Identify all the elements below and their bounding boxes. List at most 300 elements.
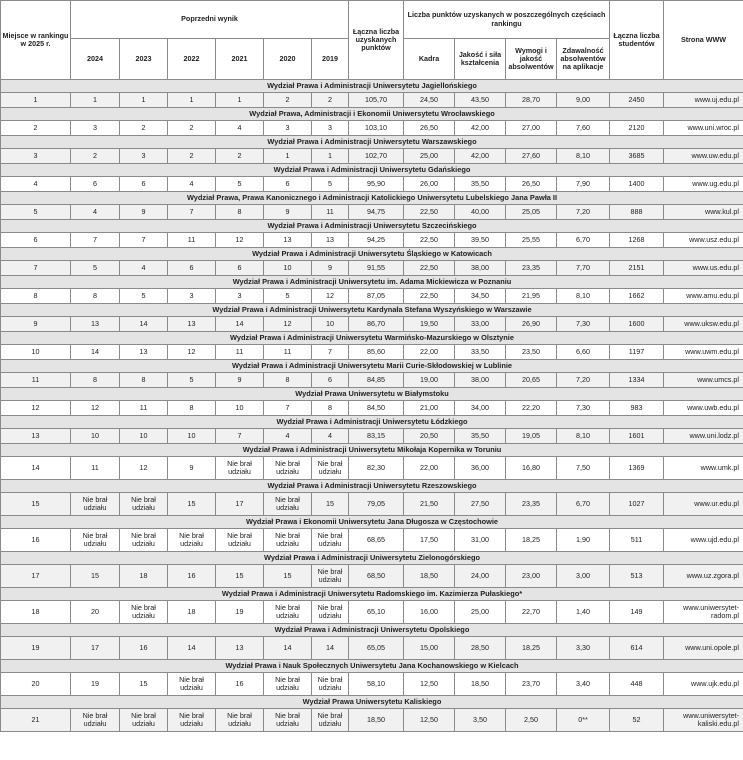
rank-cell: 20 (1, 673, 71, 696)
wymogi-cell: 16,80 (506, 457, 557, 480)
zdawalnosc-cell: 1,40 (557, 601, 610, 624)
total-points-cell: 79,05 (349, 493, 404, 516)
total-points-cell: 84,50 (349, 401, 404, 416)
kadra-cell: 22,00 (404, 457, 455, 480)
jakosc-cell: 35,50 (455, 177, 506, 192)
prev-2022-cell: Nie brał udziału (168, 673, 216, 696)
prev-2024-cell: 4 (71, 205, 120, 220)
prev-2023-cell: 18 (120, 565, 168, 588)
prev-2022-cell: Nie brał udziału (168, 529, 216, 552)
prev-2021-cell: 15 (216, 565, 264, 588)
header-jakosc: Jakość i siła kształcenia (455, 39, 506, 80)
kadra-cell: 19,00 (404, 373, 455, 388)
students-cell: 1600 (610, 317, 664, 332)
prev-2022-cell: Nie brał udziału (168, 709, 216, 732)
total-points-cell: 95,90 (349, 177, 404, 192)
table-row (1, 177, 743, 192)
jakosc-cell: 35,50 (455, 429, 506, 444)
zdawalnosc-cell: 6,70 (557, 233, 610, 248)
prev-2023-cell: 13 (120, 345, 168, 360)
faculty-row (1, 516, 743, 529)
prev-2020-cell: Nie brał udziału (264, 601, 312, 624)
prev-2020-cell: Nie brał udziału (264, 673, 312, 696)
rank-cell: 18 (1, 601, 71, 624)
faculty-row (1, 624, 743, 637)
faculty-name: Wydział Prawa i Administracji Uniwersytetu Rzeszowskiego (1, 480, 743, 493)
prev-2024-cell: 3 (71, 121, 120, 136)
faculty-name: Wydział Prawa i Administracji Uniwersytetu Gdańskiego (1, 164, 743, 177)
prev-2021-cell: 4 (216, 121, 264, 136)
zdawalnosc-cell: 3,40 (557, 673, 610, 696)
students-cell: 1027 (610, 493, 664, 516)
prev-2024-cell: 5 (71, 261, 120, 276)
prev-2024-cell: 8 (71, 289, 120, 304)
wymogi-cell: 23,50 (506, 345, 557, 360)
prev-2020-cell: 6 (264, 177, 312, 192)
header-rank: Miejsce w rankingu w 2025 r. (1, 1, 71, 80)
faculty-name: Wydział Prawa i Administracji Uniwersytetu Mikołaja Kopernika w Toruniu (1, 444, 743, 457)
prev-2019-cell: 1 (312, 149, 349, 164)
kadra-cell: 22,50 (404, 261, 455, 276)
jakosc-cell: 34,50 (455, 289, 506, 304)
prev-2019-cell: 15 (312, 493, 349, 516)
total-points-cell: 18,50 (349, 709, 404, 732)
header-zdawalnosc: Zdawalność absolwentów na aplikacje (557, 39, 610, 80)
table-row (1, 149, 743, 164)
prev-2023-cell: Nie brał udziału (120, 709, 168, 732)
prev-2019-cell: Nie brał udziału (312, 673, 349, 696)
faculty-row (1, 80, 743, 93)
wymogi-cell: 19,05 (506, 429, 557, 444)
jakosc-cell: 38,00 (455, 373, 506, 388)
total-points-cell: 94,75 (349, 205, 404, 220)
header-year: 2019 (312, 39, 349, 80)
prev-2023-cell: 1 (120, 93, 168, 108)
wymogi-cell: 27,60 (506, 149, 557, 164)
zdawalnosc-cell: 9,00 (557, 93, 610, 108)
rank-cell: 2 (1, 121, 71, 136)
www-cell: www.amu.edu.pl (664, 289, 743, 304)
students-cell: 513 (610, 565, 664, 588)
faculty-name: Wydział Prawa i Administracji Uniwersytetu Opolskiego (1, 624, 743, 637)
rank-cell: 4 (1, 177, 71, 192)
jakosc-cell: 24,00 (455, 565, 506, 588)
prev-2022-cell: 4 (168, 177, 216, 192)
prev-2020-cell: 1 (264, 149, 312, 164)
faculty-row (1, 444, 743, 457)
prev-2019-cell: 2 (312, 93, 349, 108)
students-cell: 511 (610, 529, 664, 552)
jakosc-cell: 3,50 (455, 709, 506, 732)
prev-2019-cell: 3 (312, 121, 349, 136)
zdawalnosc-cell: 8,10 (557, 149, 610, 164)
faculty-row (1, 192, 743, 205)
faculty-row (1, 480, 743, 493)
prev-2024-cell: 6 (71, 177, 120, 192)
jakosc-cell: 28,50 (455, 637, 506, 660)
prev-2021-cell: 8 (216, 205, 264, 220)
zdawalnosc-cell: 7,20 (557, 373, 610, 388)
prev-2023-cell: 7 (120, 233, 168, 248)
kadra-cell: 17,50 (404, 529, 455, 552)
prev-2021-cell: 12 (216, 233, 264, 248)
faculty-row (1, 304, 743, 317)
prev-2019-cell: Nie brał udziału (312, 457, 349, 480)
prev-2021-cell: 13 (216, 637, 264, 660)
faculty-name: Wydział Prawa i Administracji Uniwersytetu Warmińsko-Mazurskiego w Olsztynie (1, 332, 743, 345)
www-cell: www.uni.lodz.pl (664, 429, 743, 444)
faculty-name: Wydział Prawa i Administracji Uniwersytetu im. Adama Mickiewicza w Poznaniu (1, 276, 743, 289)
total-points-cell: 68,65 (349, 529, 404, 552)
kadra-cell: 19,50 (404, 317, 455, 332)
prev-2019-cell: Nie brał udziału (312, 565, 349, 588)
kadra-cell: 21,00 (404, 401, 455, 416)
prev-2021-cell: Nie brał udziału (216, 529, 264, 552)
wymogi-cell: 25,05 (506, 205, 557, 220)
prev-2024-cell: Nie brał udziału (71, 493, 120, 516)
students-cell: 3685 (610, 149, 664, 164)
prev-2021-cell: 19 (216, 601, 264, 624)
header-total-points: Łączna liczba uzyskanych punktów (349, 1, 404, 80)
table-row (1, 493, 743, 516)
prev-2022-cell: 2 (168, 149, 216, 164)
jakosc-cell: 33,00 (455, 317, 506, 332)
jakosc-cell: 38,00 (455, 261, 506, 276)
kadra-cell: 22,50 (404, 205, 455, 220)
zdawalnosc-cell: 0** (557, 709, 610, 732)
faculty-name: Wydział Prawa i Administracji Uniwersytetu Kardynała Stefana Wyszyńskiego w Warszawie (1, 304, 743, 317)
rank-cell: 15 (1, 493, 71, 516)
prev-2021-cell: 10 (216, 401, 264, 416)
wymogi-cell: 23,35 (506, 493, 557, 516)
www-cell: www.usz.edu.pl (664, 233, 743, 248)
faculty-row (1, 136, 743, 149)
table-row (1, 289, 743, 304)
wymogi-cell: 22,20 (506, 401, 557, 416)
rank-cell: 9 (1, 317, 71, 332)
www-cell: www.uni.opole.pl (664, 637, 743, 660)
prev-2020-cell: 13 (264, 233, 312, 248)
rank-cell: 6 (1, 233, 71, 248)
www-cell: www.umk.pl (664, 457, 743, 480)
total-points-cell: 83,15 (349, 429, 404, 444)
table-row (1, 121, 743, 136)
prev-2022-cell: 14 (168, 637, 216, 660)
kadra-cell: 12,50 (404, 709, 455, 732)
header-year: 2020 (264, 39, 312, 80)
prev-2020-cell: 3 (264, 121, 312, 136)
www-cell: www.uwm.edu.pl (664, 345, 743, 360)
prev-2024-cell: 19 (71, 673, 120, 696)
jakosc-cell: 27,50 (455, 493, 506, 516)
prev-2020-cell: 7 (264, 401, 312, 416)
prev-2020-cell: Nie brał udziału (264, 457, 312, 480)
prev-2019-cell: 6 (312, 373, 349, 388)
jakosc-cell: 40,00 (455, 205, 506, 220)
rank-cell: 11 (1, 373, 71, 388)
prev-2020-cell: Nie brał udziału (264, 529, 312, 552)
students-cell: 1197 (610, 345, 664, 360)
header-www: Strona WWW (664, 1, 743, 80)
prev-2021-cell: 7 (216, 429, 264, 444)
table-body (1, 80, 743, 732)
total-points-cell: 105,70 (349, 93, 404, 108)
faculty-row (1, 332, 743, 345)
header-wymogi: Wymogi i jakość absolwentów (506, 39, 557, 80)
zdawalnosc-cell: 7,60 (557, 121, 610, 136)
prev-2021-cell: 2 (216, 149, 264, 164)
total-points-cell: 86,70 (349, 317, 404, 332)
prev-2023-cell: 12 (120, 457, 168, 480)
students-cell: 983 (610, 401, 664, 416)
prev-2024-cell: 7 (71, 233, 120, 248)
jakosc-cell: 18,50 (455, 673, 506, 696)
wymogi-cell: 2,50 (506, 709, 557, 732)
students-cell: 888 (610, 205, 664, 220)
prev-2020-cell: 15 (264, 565, 312, 588)
prev-2020-cell: 14 (264, 637, 312, 660)
prev-2022-cell: 2 (168, 121, 216, 136)
kadra-cell: 20,50 (404, 429, 455, 444)
prev-2022-cell: 6 (168, 261, 216, 276)
students-cell: 149 (610, 601, 664, 624)
jakosc-cell: 39,50 (455, 233, 506, 248)
www-cell: www.uksw.edu.pl (664, 317, 743, 332)
wymogi-cell: 23,35 (506, 261, 557, 276)
prev-2020-cell: 10 (264, 261, 312, 276)
rank-cell: 17 (1, 565, 71, 588)
wymogi-cell: 26,90 (506, 317, 557, 332)
prev-2019-cell: 13 (312, 233, 349, 248)
www-cell: www.ujd.edu.pl (664, 529, 743, 552)
jakosc-cell: 43,50 (455, 93, 506, 108)
total-points-cell: 65,05 (349, 637, 404, 660)
faculty-name: Wydział Prawa i Administracji Uniwersytetu Szczecińskiego (1, 220, 743, 233)
prev-2020-cell: Nie brał udziału (264, 709, 312, 732)
students-cell: 2120 (610, 121, 664, 136)
prev-2023-cell: 14 (120, 317, 168, 332)
prev-2021-cell: Nie brał udziału (216, 457, 264, 480)
total-points-cell: 85,60 (349, 345, 404, 360)
zdawalnosc-cell: 3,00 (557, 565, 610, 588)
prev-2019-cell: Nie brał udziału (312, 709, 349, 732)
prev-2019-cell: 9 (312, 261, 349, 276)
prev-2022-cell: 9 (168, 457, 216, 480)
prev-2021-cell: 1 (216, 93, 264, 108)
prev-2019-cell: 5 (312, 177, 349, 192)
header-year: 2021 (216, 39, 264, 80)
jakosc-cell: 33,50 (455, 345, 506, 360)
prev-2022-cell: 13 (168, 317, 216, 332)
faculty-name: Wydział Prawa i Nauk Społecznych Uniwersytetu Jana Kochanowskiego w Kielcach (1, 660, 743, 673)
students-cell: 1268 (610, 233, 664, 248)
students-cell: 2450 (610, 93, 664, 108)
prev-2020-cell: 11 (264, 345, 312, 360)
table-row (1, 429, 743, 444)
rank-cell: 16 (1, 529, 71, 552)
prev-2023-cell: 2 (120, 121, 168, 136)
faculty-name: Wydział Prawa i Ekonomii Uniwersytetu Jana Długosza w Częstochowie (1, 516, 743, 529)
faculty-row (1, 416, 743, 429)
kadra-cell: 22,50 (404, 233, 455, 248)
header-year: 2022 (168, 39, 216, 80)
www-cell: www.umcs.pl (664, 373, 743, 388)
zdawalnosc-cell: 1,90 (557, 529, 610, 552)
zdawalnosc-cell: 8,10 (557, 289, 610, 304)
header-year: 2024 (71, 39, 120, 80)
total-points-cell: 82,30 (349, 457, 404, 480)
prev-2020-cell: 12 (264, 317, 312, 332)
prev-2022-cell: 11 (168, 233, 216, 248)
zdawalnosc-cell: 3,30 (557, 637, 610, 660)
faculty-row (1, 660, 743, 673)
header-points-group: Liczba punktów uzyskanych w poszczególnych częściach rankingu (404, 1, 610, 39)
header-kadra: Kadra (404, 39, 455, 80)
prev-2019-cell: 4 (312, 429, 349, 444)
prev-2023-cell: 11 (120, 401, 168, 416)
prev-2023-cell: 6 (120, 177, 168, 192)
prev-2019-cell: Nie brał udziału (312, 529, 349, 552)
rank-cell: 19 (1, 637, 71, 660)
prev-2024-cell: Nie brał udziału (71, 529, 120, 552)
table-row (1, 93, 743, 108)
wymogi-cell: 28,70 (506, 93, 557, 108)
prev-2023-cell: 4 (120, 261, 168, 276)
prev-2021-cell: 9 (216, 373, 264, 388)
www-cell: www.ujk.edu.pl (664, 673, 743, 696)
kadra-cell: 12,50 (404, 673, 455, 696)
prev-2022-cell: 1 (168, 93, 216, 108)
kadra-cell: 25,00 (404, 149, 455, 164)
faculty-row (1, 552, 743, 565)
prev-2021-cell: 6 (216, 261, 264, 276)
rank-cell: 14 (1, 457, 71, 480)
www-cell: www.uz.zgora.pl (664, 565, 743, 588)
zdawalnosc-cell: 6,60 (557, 345, 610, 360)
prev-2021-cell: 3 (216, 289, 264, 304)
wymogi-cell: 20,65 (506, 373, 557, 388)
jakosc-cell: 36,00 (455, 457, 506, 480)
faculty-name: Wydział Prawa i Administracji Uniwersytetu Zielonogórskiego (1, 552, 743, 565)
prev-2023-cell: 8 (120, 373, 168, 388)
prev-2024-cell: 1 (71, 93, 120, 108)
jakosc-cell: 31,00 (455, 529, 506, 552)
www-cell: www.uniwersytet-radom.pl (664, 601, 743, 624)
prev-2022-cell: 15 (168, 493, 216, 516)
www-cell: www.ug.edu.pl (664, 177, 743, 192)
prev-2020-cell: 4 (264, 429, 312, 444)
rank-cell: 13 (1, 429, 71, 444)
table-row (1, 457, 743, 480)
rank-cell: 1 (1, 93, 71, 108)
total-points-cell: 103,10 (349, 121, 404, 136)
prev-2021-cell: 14 (216, 317, 264, 332)
prev-2023-cell: 9 (120, 205, 168, 220)
www-cell: www.uw.edu.pl (664, 149, 743, 164)
students-cell: 614 (610, 637, 664, 660)
rank-cell: 3 (1, 149, 71, 164)
prev-2024-cell: 8 (71, 373, 120, 388)
table-row (1, 673, 743, 696)
prev-2023-cell: Nie brał udziału (120, 601, 168, 624)
prev-2023-cell: Nie brał udziału (120, 493, 168, 516)
jakosc-cell: 42,00 (455, 149, 506, 164)
prev-2020-cell: 5 (264, 289, 312, 304)
total-points-cell: 91,55 (349, 261, 404, 276)
students-cell: 448 (610, 673, 664, 696)
table-row (1, 317, 743, 332)
faculty-name: Wydział Prawa, Administracji i Ekonomii Uniwersytetu Wrocławskiego (1, 108, 743, 121)
table-row (1, 529, 743, 552)
faculty-name: Wydział Prawa i Administracji Uniwersytetu Śląskiego w Katowicach (1, 248, 743, 261)
faculty-name: Wydział Prawa i Administracji Uniwersytetu Jagiellońskiego (1, 80, 743, 93)
zdawalnosc-cell: 7,70 (557, 261, 610, 276)
prev-2022-cell: 5 (168, 373, 216, 388)
www-cell: www.uwb.edu.pl (664, 401, 743, 416)
wymogi-cell: 21,95 (506, 289, 557, 304)
zdawalnosc-cell: 6,70 (557, 493, 610, 516)
students-cell: 52 (610, 709, 664, 732)
zdawalnosc-cell: 7,20 (557, 205, 610, 220)
kadra-cell: 26,50 (404, 121, 455, 136)
faculty-row (1, 248, 743, 261)
wymogi-cell: 27,00 (506, 121, 557, 136)
www-cell: www.uniwersytet-kaliski.edu.pl (664, 709, 743, 732)
prev-2022-cell: 18 (168, 601, 216, 624)
prev-2024-cell: 15 (71, 565, 120, 588)
faculty-row (1, 588, 743, 601)
total-points-cell: 68,50 (349, 565, 404, 588)
www-cell: www.ur.edu.pl (664, 493, 743, 516)
rank-cell: 5 (1, 205, 71, 220)
prev-2020-cell: 8 (264, 373, 312, 388)
wymogi-cell: 22,70 (506, 601, 557, 624)
table-row (1, 565, 743, 588)
total-points-cell: 102,70 (349, 149, 404, 164)
table-row (1, 601, 743, 624)
table-row (1, 233, 743, 248)
prev-2021-cell: 5 (216, 177, 264, 192)
rank-cell: 21 (1, 709, 71, 732)
prev-2019-cell: 14 (312, 637, 349, 660)
prev-2024-cell: 13 (71, 317, 120, 332)
wymogi-cell: 18,25 (506, 637, 557, 660)
header-year: 2023 (120, 39, 168, 80)
prev-2021-cell: 17 (216, 493, 264, 516)
total-points-cell: 84,85 (349, 373, 404, 388)
prev-2019-cell: 12 (312, 289, 349, 304)
prev-2020-cell: 2 (264, 93, 312, 108)
www-cell: www.uj.edu.pl (664, 93, 743, 108)
kadra-cell: 16,00 (404, 601, 455, 624)
faculty-row (1, 360, 743, 373)
prev-2019-cell: Nie brał udziału (312, 601, 349, 624)
table-row (1, 261, 743, 276)
prev-2019-cell: 8 (312, 401, 349, 416)
faculty-name: Wydział Prawa i Administracji Uniwersytetu Łódzkiego (1, 416, 743, 429)
prev-2024-cell: Nie brał udziału (71, 709, 120, 732)
www-cell: www.kul.pl (664, 205, 743, 220)
total-points-cell: 87,05 (349, 289, 404, 304)
prev-2023-cell: 5 (120, 289, 168, 304)
jakosc-cell: 34,00 (455, 401, 506, 416)
prev-2024-cell: 17 (71, 637, 120, 660)
prev-2021-cell: Nie brał udziału (216, 709, 264, 732)
faculty-row (1, 220, 743, 233)
faculty-row (1, 276, 743, 289)
rank-cell: 12 (1, 401, 71, 416)
jakosc-cell: 42,00 (455, 121, 506, 136)
